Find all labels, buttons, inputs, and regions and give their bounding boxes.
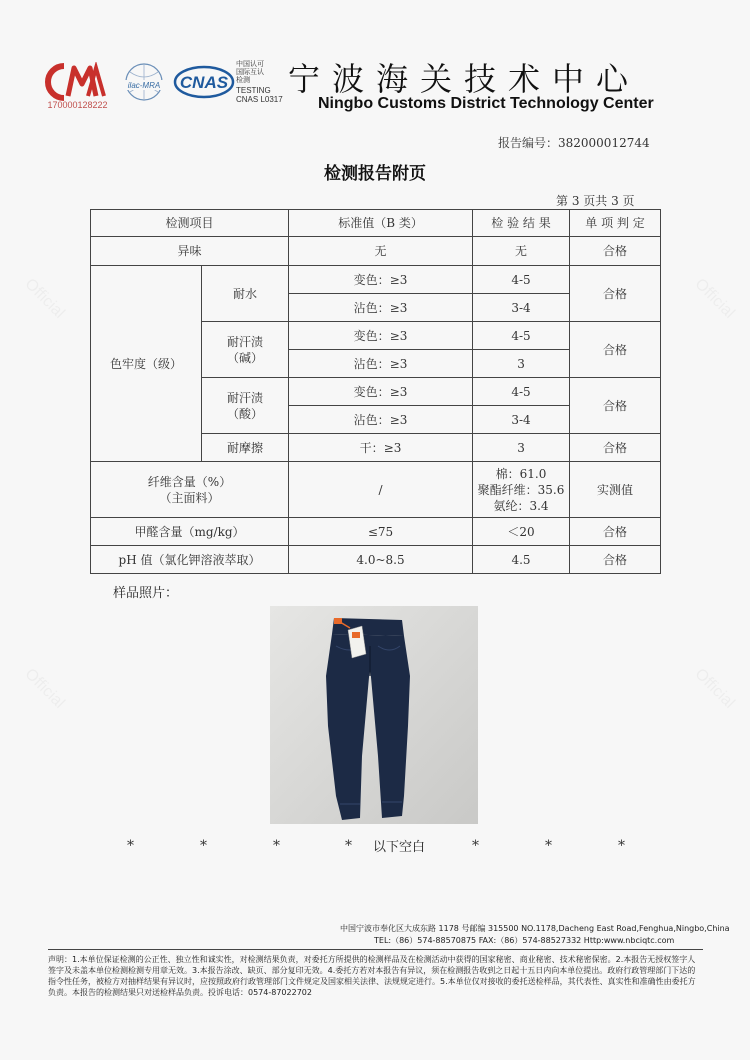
watermark <box>691 665 738 712</box>
water-stain-result: 3-4 <box>473 294 570 322</box>
table-row <box>91 237 661 266</box>
table-header-row <box>91 210 661 237</box>
odor-judgment: 合格 <box>570 237 661 266</box>
watermark <box>21 275 68 322</box>
svg-text:CNAS: CNAS <box>179 73 229 92</box>
sweat-acid-label: 耐汗渍 （酸） <box>202 378 289 434</box>
end-star: * <box>345 838 352 854</box>
footer-address: 中国宁波市奉化区大成东路 1178 号邮编 315500 NO.1178,Dacheng East Road,Fenghua,Ningbo,China <box>340 924 730 933</box>
ph-judgment: 合格 <box>570 546 661 574</box>
ph-standard: 4.0~8.5 <box>289 546 473 574</box>
fiber-judgment: 实测值 <box>570 462 661 518</box>
sweat-acid-stain-result: 3-4 <box>473 406 570 434</box>
fiber-result: 棉：61.0 聚酯纤维：35.6 氨纶：3.4 <box>473 462 570 518</box>
ilac-mra-logo <box>120 62 168 106</box>
sweat-acid-change-result: 4-5 <box>473 378 570 406</box>
report-number: 报告编号：382000012744 <box>498 136 650 150</box>
page-number: 第 3 页共 3 页 <box>556 194 635 208</box>
colorfastness-label: 色牢度（级） <box>91 266 202 462</box>
sweat-alkali-stain-result: 3 <box>473 350 570 378</box>
end-star: * <box>273 838 280 854</box>
watermark <box>21 665 68 712</box>
table-row <box>91 546 661 574</box>
sample-photo <box>270 606 478 824</box>
page-title: 检测报告附页 <box>324 164 426 184</box>
rubbing-result: 3 <box>473 434 570 462</box>
sweat-alkali-change-result: 4-5 <box>473 322 570 350</box>
water-stain-standard: 沾色：≥3 <box>289 294 473 322</box>
table-row <box>91 462 661 518</box>
table-row <box>91 518 661 546</box>
odor-result: 无 <box>473 237 570 266</box>
header-item: 检测项目 <box>91 210 289 237</box>
footer-divider <box>48 949 703 950</box>
rubbing-label: 耐摩擦 <box>202 434 289 462</box>
header-judgment: 单 项 判 定 <box>570 210 661 237</box>
ph-result: 4.5 <box>473 546 570 574</box>
blank-below-label: 以下空白 <box>373 840 426 855</box>
footer-disclaimer: 声明：1.本单位保证检测的公正性、独立性和诚实性，对检测结果负责，对委托方所提供的检测样品及在检测活动中获得的国家秘密、商业秘密、技术秘密保密。2.本报告无授权签字人签字及未盖本单位检测检测专用章无效。3.本报告涂改、缺页、部分复印无效。4.委托方若对本报告有异议，须在检测报告收到之日起十五日内向本单位提出。政府行政管理部门下达的指令性任务，被检方对抽样结果有异议时，应按照政府行政管理部门文件规定及国家相关法律、法规规定进行。5.本单位仅对接收的委托送检样品，其代表性、真实性和准确性由委托方负责。本报告的检测结果只对送检样品负责。投诉电话：0574-87022702 <box>48 955 696 997</box>
end-star: * <box>472 838 479 854</box>
table-row <box>91 266 661 294</box>
cnas-logo <box>173 64 235 100</box>
sweat-acid-judgment: 合格 <box>570 378 661 434</box>
formaldehyde-judgment: 合格 <box>570 518 661 546</box>
water-label: 耐水 <box>202 266 289 322</box>
sweat-acid-stain-standard: 沾色：≥3 <box>289 406 473 434</box>
water-judgment: 合格 <box>570 266 661 322</box>
fiber-standard: / <box>289 462 473 518</box>
water-change-result: 4-5 <box>473 266 570 294</box>
sweat-alkali-change-standard: 变色：≥3 <box>289 322 473 350</box>
formaldehyde-item: 甲醛含量（mg/kg） <box>91 518 289 546</box>
water-change-standard: 变色：≥3 <box>289 266 473 294</box>
sweat-alkali-judgment: 合格 <box>570 322 661 378</box>
formaldehyde-standard: ≤75 <box>289 518 473 546</box>
sweat-acid-change-standard: 变色：≥3 <box>289 378 473 406</box>
photo-label: 样品照片： <box>113 586 179 601</box>
rubbing-standard: 干：≥3 <box>289 434 473 462</box>
end-star: * <box>618 838 625 854</box>
ph-item: pH 值（氯化钾溶液萃取） <box>91 546 289 574</box>
cma-logo <box>44 62 108 102</box>
end-star: * <box>545 838 552 854</box>
test-results-table <box>90 209 661 574</box>
org-name-cn: 宁波海关技术中心 <box>288 60 641 98</box>
svg-text:ilac-MRA: ilac-MRA <box>127 81 161 90</box>
sweat-alkali-stain-standard: 沾色：≥3 <box>289 350 473 378</box>
header-standard: 标准值（B 类） <box>289 210 473 237</box>
odor-standard: 无 <box>289 237 473 266</box>
sweat-alkali-label: 耐汗渍 （碱） <box>202 322 289 378</box>
end-star: * <box>127 838 134 854</box>
end-star: * <box>200 838 207 854</box>
footer-contact: TEL:（86）574-88570875 FAX:（86）574-88527332 Http:www.nbciqtc.com <box>374 936 675 945</box>
header-result: 检 验 结 果 <box>473 210 570 237</box>
watermark <box>691 275 738 322</box>
odor-item: 异味 <box>91 237 289 266</box>
cnas-cn-label: 中国认可 国际互认 检测 <box>236 60 264 84</box>
fiber-label: 纤维含量（%） （主面料） <box>91 462 289 518</box>
cma-number: 170000128222 <box>47 100 108 110</box>
cnas-en-label: TESTING CNAS L0317 <box>236 86 283 104</box>
rubbing-judgment: 合格 <box>570 434 661 462</box>
org-name-en: Ningbo Customs District Technology Center <box>318 95 654 112</box>
formaldehyde-result: ＜20 <box>473 518 570 546</box>
